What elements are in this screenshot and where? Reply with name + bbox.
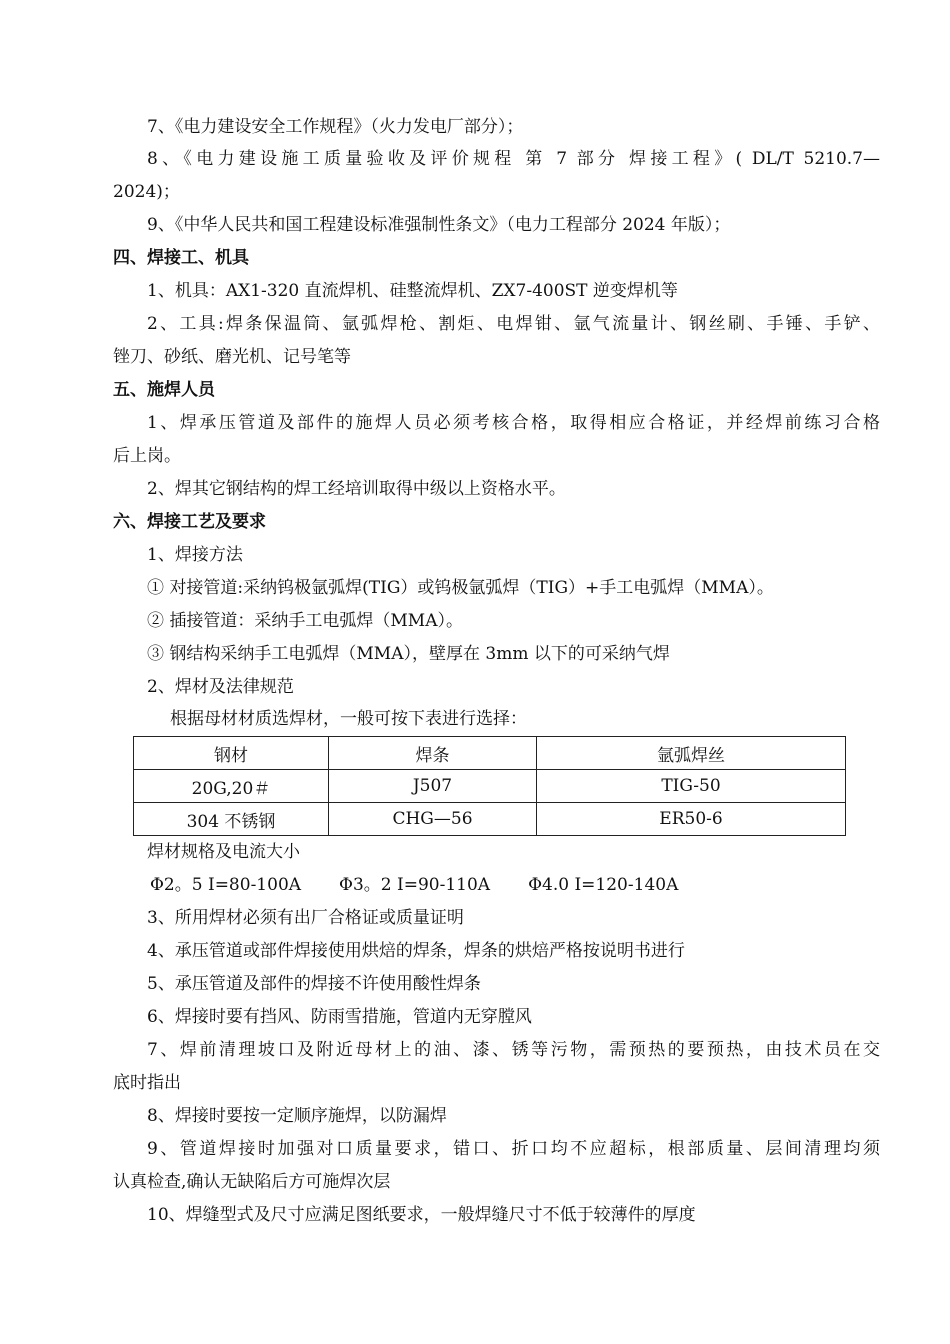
table-cell: CHG—56 bbox=[329, 803, 537, 836]
welding-method-2: ② 插接管道：采纳手工电弧焊（MMA）。 bbox=[147, 611, 463, 631]
table-intro: 根据母材材质选焊材，一般可按下表进行选择： bbox=[170, 709, 527, 729]
reference-9: 9、《中华人民共和国工程建设标准强制性条文》（电力工程部分 2024 年版）； bbox=[147, 215, 731, 235]
personnel-item-2: 2、焊其它钢结构的焊工经培训取得中级以上资格水平。 bbox=[147, 479, 566, 499]
spec-value: Φ2。5 I=80-100A bbox=[150, 875, 302, 895]
table-cell: J507 bbox=[329, 770, 537, 803]
tools-item-2-line-1: 2、工具:焊条保温筒、氩弧焊枪、割炬、电焊钳、氩气流量计、钢丝刷、手锤、手铲、 bbox=[147, 314, 880, 334]
process-item-6: 6、焊接时要有挡风、防雨雪措施，管道内无穿膛风 bbox=[147, 1007, 532, 1027]
section-heading-6: 六、焊接工艺及要求 bbox=[113, 512, 266, 532]
table-cell: 20G,20＃ bbox=[134, 770, 329, 803]
table-header-row bbox=[134, 737, 846, 770]
process-item-2: 2、焊材及法律规范 bbox=[147, 677, 294, 697]
table-row bbox=[134, 770, 846, 803]
table-row bbox=[134, 803, 846, 836]
personnel-item-1-line-2: 后上岗。 bbox=[113, 446, 181, 466]
process-item-3: 3、所用焊材必须有出厂合格证或质量证明 bbox=[147, 908, 464, 928]
spec-values bbox=[150, 874, 920, 896]
welding-method-3: ③ 钢结构采纳手工电弧焊（MMA），壁厚在 3mm 以下的可采纳气焊 bbox=[147, 644, 670, 664]
table-header-cell: 钢材 bbox=[134, 737, 329, 770]
process-item-8: 8、焊接时要按一定顺序施焊，以防漏焊 bbox=[147, 1106, 447, 1126]
section-heading-4: 四、焊接工、机具 bbox=[113, 248, 249, 268]
process-item-5: 5、承压管道及部件的焊接不许使用酸性焊条 bbox=[147, 974, 481, 994]
spec-value: Φ4.0 I=120-140A bbox=[528, 875, 679, 895]
process-item-7-line-2: 底时指出 bbox=[113, 1073, 181, 1093]
process-item-1: 1、焊接方法 bbox=[147, 545, 243, 565]
process-item-10: 10、焊缝型式及尺寸应满足图纸要求，一般焊缝尺寸不低于较薄件的厚度 bbox=[147, 1205, 696, 1225]
tools-item-1: 1、机具：AX1-320 直流焊机、硅整流焊机、ZX7-400ST 逆变焊机等 bbox=[147, 281, 678, 301]
process-item-4: 4、承压管道或部件焊接使用烘焙的焊条，焊条的烘焙严格按说明书进行 bbox=[147, 941, 685, 961]
reference-8-line-2: 2024)； bbox=[113, 182, 180, 202]
table-cell: 304 不锈钢 bbox=[134, 803, 329, 836]
table-cell: TIG-50 bbox=[537, 770, 846, 803]
table-header-cell: 焊条 bbox=[329, 737, 537, 770]
table-cell: ER50-6 bbox=[537, 803, 846, 836]
spec-value: Φ3。2 I=90-110A bbox=[339, 875, 491, 895]
process-item-7-line-1: 7、焊前清理坡口及附近母材上的油、漆、锈等污物，需预热的要预热，由技术员在交 bbox=[147, 1040, 880, 1060]
process-item-9-line-2: 认真检查,确认无缺陷后方可施焊次层 bbox=[113, 1172, 391, 1192]
materials-table bbox=[133, 736, 846, 836]
reference-7: 7、《电力建设安全工作规程》（火力发电厂部分）； bbox=[147, 117, 524, 137]
process-item-9-line-1: 9、管道焊接时加强对口质量要求，错口、折口均不应超标，根部质量、层间清理均须 bbox=[147, 1139, 880, 1159]
personnel-item-1-line-1: 1、焊承压管道及部件的施焊人员必须考核合格，取得相应合格证，并经焊前练习合格 bbox=[147, 413, 880, 433]
welding-method-1: ① 对接管道:采纳钨极氩弧焊(TIG）或钨极氩弧焊（TIG）+手工电弧焊（MMA）。 bbox=[147, 578, 774, 598]
section-heading-5: 五、施焊人员 bbox=[113, 380, 215, 400]
reference-8-line-1: 8、《电力建设施工质量验收及评价规程 第 7 部分 焊接工程》( DL/T 5210.7— bbox=[147, 149, 880, 169]
spec-title: 焊材规格及电流大小 bbox=[147, 842, 300, 862]
tools-item-2-line-2: 锉刀、砂纸、磨光机、记号笔等 bbox=[113, 347, 351, 367]
table-header-cell: 氩弧焊丝 bbox=[537, 737, 846, 770]
